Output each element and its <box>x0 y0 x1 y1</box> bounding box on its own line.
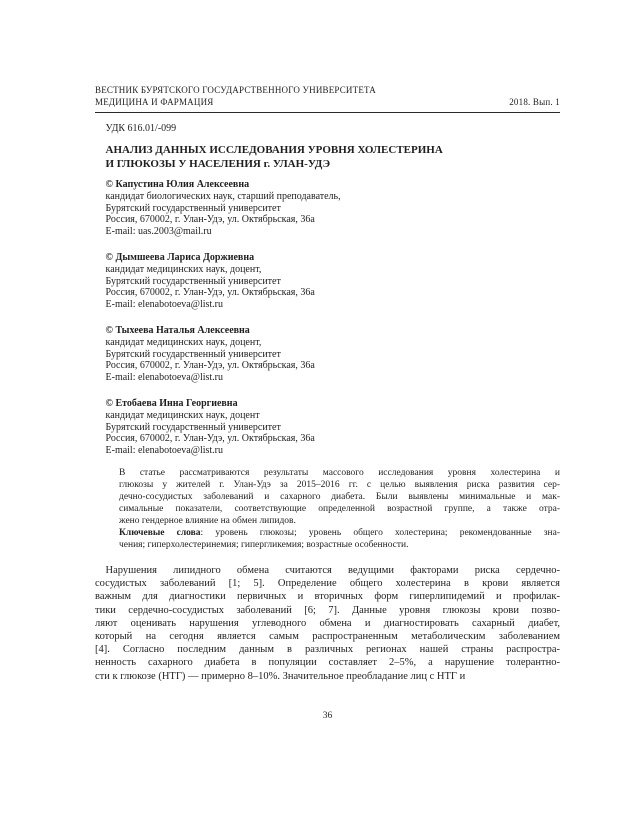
author-email: E-mail: elenabotoeva@list.ru <box>105 445 224 457</box>
body-line: сосудистых заболеваний [1; 5]. Определение общего холестерина в крови является <box>95 578 560 590</box>
author-email: E-mail: elenabotoeva@list.ru <box>105 299 224 311</box>
article-title <box>106 144 561 171</box>
author-address: Россия, 670002, г. Улан-Удэ, ул. Октябрьская, 36а <box>105 287 315 299</box>
body-line: ненность сахарного диабета в популяции составляет 2–5%, а нарушение толерантно- <box>95 657 560 669</box>
author-affiliation: Бурятский государственный университет <box>105 275 281 287</box>
journal-name <box>95 84 376 108</box>
journal-name-line2: МЕДИЦИНА И ФАРМАЦИЯ <box>95 97 214 107</box>
issue-info: 2018. Вып. 1 <box>509 97 560 107</box>
running-head <box>95 84 560 108</box>
body-line: который на сегодня является самым распространенным метаболическим заболеванием <box>95 630 560 642</box>
body-line: важным для диагностики первичных и вторичных форм гиперлипидемий и профилак- <box>95 591 560 603</box>
author-block-3 <box>106 325 561 384</box>
author-email: E-mail: elenabotoeva@list.ru <box>105 372 224 384</box>
keywords-text: : уровень глюкозы; уровень общего холестерина; рекомендованные зна- <box>200 527 560 538</box>
author-affiliation: Бурятский государственный университет <box>105 202 281 214</box>
abstract-line: глюкозы у жителей г. Улан-Удэ за 2015–2016 гг. с целью выявления риска развития сер- <box>119 479 560 490</box>
author-email: E-mail: uas.2003@mail.ru <box>105 226 212 238</box>
author-block-4 <box>106 398 561 457</box>
article-title-line2: И ГЛЮКОЗЫ У НАСЕЛЕНИЯ г. УЛАН-УДЭ <box>105 157 331 170</box>
keywords-label: Ключевые слова <box>119 527 201 538</box>
abstract-line: В статье рассматриваются результаты массового исследования уровня холестерина и <box>119 467 560 478</box>
body-line: сти к глюкозе (НТГ) — примерно 8–10%. Значительное преобладание лиц с НТГ и <box>95 670 466 682</box>
abstract-line: симальные показатели, соответствующие определенной возрастной группе, а также отра- <box>119 503 560 514</box>
author-address: Россия, 670002, г. Улан-Удэ, ул. Октябрьская, 36а <box>105 433 315 445</box>
author-affiliation: Бурятский государственный университет <box>105 421 281 433</box>
author-address: Россия, 670002, г. Улан-Удэ, ул. Октябрьская, 36а <box>105 360 315 372</box>
author-name: © Капустина Юлия Алексеевна <box>105 179 250 190</box>
keywords-line: чения; гиперхолестеринемия; гипергликемия; возрастные особенности. <box>119 539 409 550</box>
author-degree: кандидат медицинских наук, доцент <box>105 409 260 421</box>
abstract-line: дечно-сосудистых заболеваний и сахарного диабета. Были выявлены минимальные и мак- <box>119 491 560 502</box>
body-line: ляют оценивать нарушения углеводного обмена и диагностировать сахарный диабет, <box>95 617 560 629</box>
author-name: © Етобаева Инна Георгиевна <box>105 397 238 409</box>
journal-name-line1: ВЕСТНИК БУРЯТСКОГО ГОСУДАРСТВЕННОГО УНИВЕРСИТЕТА <box>95 85 376 95</box>
author-degree: кандидат медицинских наук, доцент, <box>105 336 262 348</box>
page-number: 36 <box>322 710 333 721</box>
header-rule <box>95 112 560 113</box>
author-degree: кандидат биологических наук, старший преподаватель, <box>105 190 341 202</box>
body-paragraph <box>95 564 560 683</box>
article-title-line1: АНАЛИЗ ДАННЫХ ИССЛЕДОВАНИЯ УРОВНЯ ХОЛЕСТЕРИНА <box>105 144 443 156</box>
author-block-1 <box>106 179 561 238</box>
author-name: © Тыхеева Наталья Алексеевна <box>105 324 250 336</box>
body-line: тики сердечно-сосудистых заболеваний [6; 7]. Данные уровня глюкозы крови позво- <box>95 604 560 616</box>
author-name: © Дымшеева Лариса Доржиевна <box>105 251 255 263</box>
abstract-line: жено гендерное влияние на обмен липидов. <box>119 515 296 526</box>
body-line: Нарушения липидного обмена считаются ведущими факторами риска сердечно- <box>105 564 560 576</box>
keywords-line <box>119 527 560 539</box>
author-degree: кандидат медицинских наук, доцент, <box>105 263 262 275</box>
abstract <box>119 467 560 551</box>
author-affiliation: Бурятский государственный университет <box>105 348 281 360</box>
udc-code: УДК 616.01/-099 <box>105 123 177 134</box>
author-block-2 <box>106 252 561 311</box>
body-line: [4]. Согласно последним данным в различных регионах нашей страны распростра- <box>95 644 560 656</box>
author-address: Россия, 670002, г. Улан-Удэ, ул. Октябрьская, 36а <box>105 214 315 226</box>
